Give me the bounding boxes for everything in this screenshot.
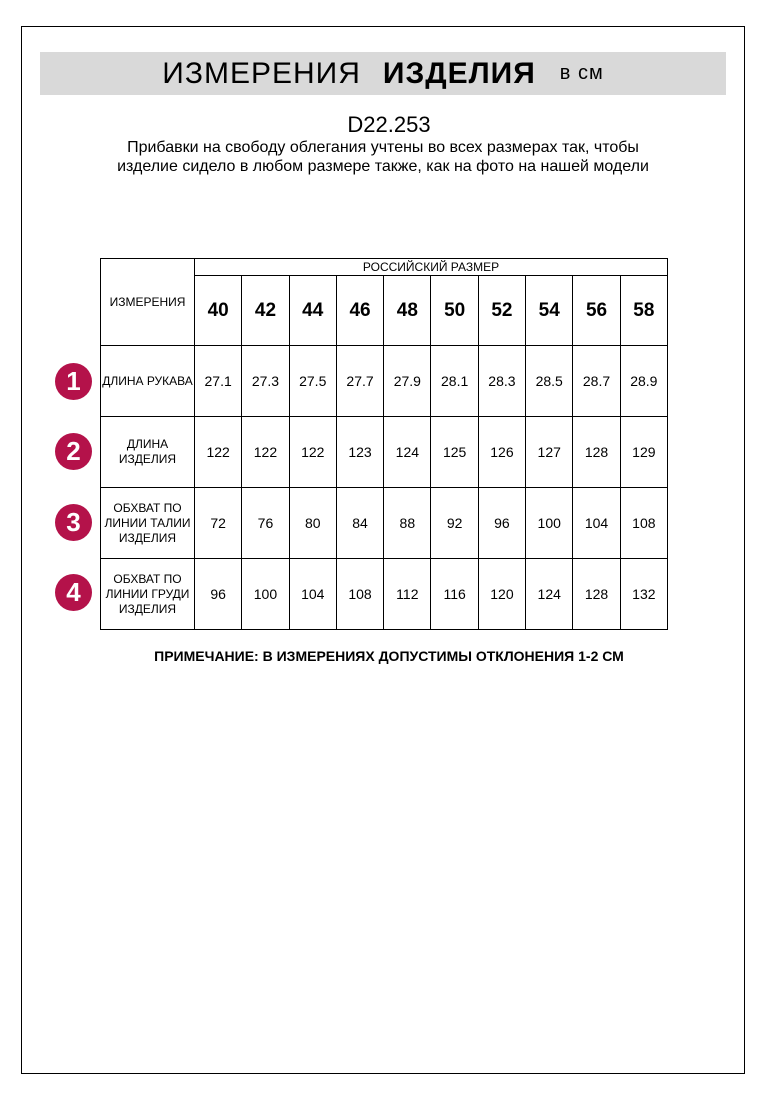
- table-cell: 96: [478, 488, 525, 559]
- title-measurements: ИЗМЕРЕНИЯ: [162, 56, 361, 90]
- title-unit: в см: [559, 62, 604, 84]
- row-number-badge: 3: [55, 504, 92, 541]
- model-code: D22.253: [347, 112, 431, 137]
- measurements-header: ИЗМЕРЕНИЯ: [101, 259, 195, 346]
- row-label-sleeve-length: ДЛИНА РУКАВА: [101, 346, 195, 417]
- table-cell: 104: [573, 488, 620, 559]
- row-number-badge: 2: [55, 433, 92, 470]
- row-number-badge: 1: [55, 363, 92, 400]
- size-header: 50: [431, 276, 478, 346]
- table-cell: 80: [289, 488, 336, 559]
- row-label-waist-girth: ОБХВАТ ПО ЛИНИИ ТАЛИИ ИЗДЕЛИЯ: [101, 488, 195, 559]
- table-cell: 128: [573, 559, 620, 630]
- table-cell: 28.5: [526, 346, 573, 417]
- table-cell: 116: [431, 559, 478, 630]
- size-header: 54: [526, 276, 573, 346]
- table-cell: 92: [431, 488, 478, 559]
- table-cell: 88: [384, 488, 431, 559]
- table-cell: 28.7: [573, 346, 620, 417]
- table-cell: 112: [384, 559, 431, 630]
- size-header: 48: [384, 276, 431, 346]
- table-cell: 27.3: [242, 346, 289, 417]
- size-header: 56: [573, 276, 620, 346]
- size-header: 58: [620, 276, 667, 346]
- table-cell: 126: [478, 417, 525, 488]
- size-header: 52: [478, 276, 525, 346]
- size-table: [100, 258, 668, 630]
- row-label-chest-girth: ОБХВАТ ПО ЛИНИИ ГРУДИ ИЗДЕЛИЯ: [101, 559, 195, 630]
- table-cell: 27.1: [195, 346, 242, 417]
- size-header: 40: [195, 276, 242, 346]
- fit-description: Прибавки на свободу облегания учтены во всех размерах так, чтобы изделие сидело в любом размере также, как на фото на нашей модели: [117, 139, 649, 175]
- table-cell: 104: [289, 559, 336, 630]
- table-cell: 123: [336, 417, 383, 488]
- tolerance-note: ПРИМЕЧАНИЕ: В ИЗМЕРЕНИЯХ ДОПУСТИМЫ ОТКЛОНЕНИЯ 1-2 СМ: [154, 648, 624, 664]
- table-cell: 76: [242, 488, 289, 559]
- table-cell: 124: [526, 559, 573, 630]
- table-cell: 125: [431, 417, 478, 488]
- table-cell: 28.1: [431, 346, 478, 417]
- table-cell: 28.3: [478, 346, 525, 417]
- table-cell: 122: [242, 417, 289, 488]
- table-cell: 122: [195, 417, 242, 488]
- table-cell: 96: [195, 559, 242, 630]
- table-cell: 72: [195, 488, 242, 559]
- title-bar: [40, 52, 726, 95]
- table-row: [101, 559, 668, 630]
- table-cell: 128: [573, 417, 620, 488]
- table-cell: 108: [336, 559, 383, 630]
- table-cell: 108: [620, 488, 667, 559]
- table-row: [101, 488, 668, 559]
- table-cell: 100: [526, 488, 573, 559]
- table-cell: 122: [289, 417, 336, 488]
- table-cell: 120: [478, 559, 525, 630]
- table-row: [101, 417, 668, 488]
- table-cell: 27.9: [384, 346, 431, 417]
- table-row: [101, 346, 668, 417]
- table-cell: 100: [242, 559, 289, 630]
- size-header: 46: [336, 276, 383, 346]
- table-cell: 129: [620, 417, 667, 488]
- row-number-badge: 4: [55, 574, 92, 611]
- size-header: 44: [289, 276, 336, 346]
- row-label-garment-length: ДЛИНА ИЗДЕЛИЯ: [101, 417, 195, 488]
- size-header: 42: [242, 276, 289, 346]
- table-cell: 84: [336, 488, 383, 559]
- table-cell: 27.5: [289, 346, 336, 417]
- table-cell: 127: [526, 417, 573, 488]
- table-cell: 132: [620, 559, 667, 630]
- size-group-header: РОССИЙСКИЙ РАЗМЕР: [195, 259, 668, 276]
- title-garment: ИЗДЕЛИЯ: [382, 56, 536, 90]
- table-cell: 28.9: [620, 346, 667, 417]
- table-cell: 124: [384, 417, 431, 488]
- table-cell: 27.7: [336, 346, 383, 417]
